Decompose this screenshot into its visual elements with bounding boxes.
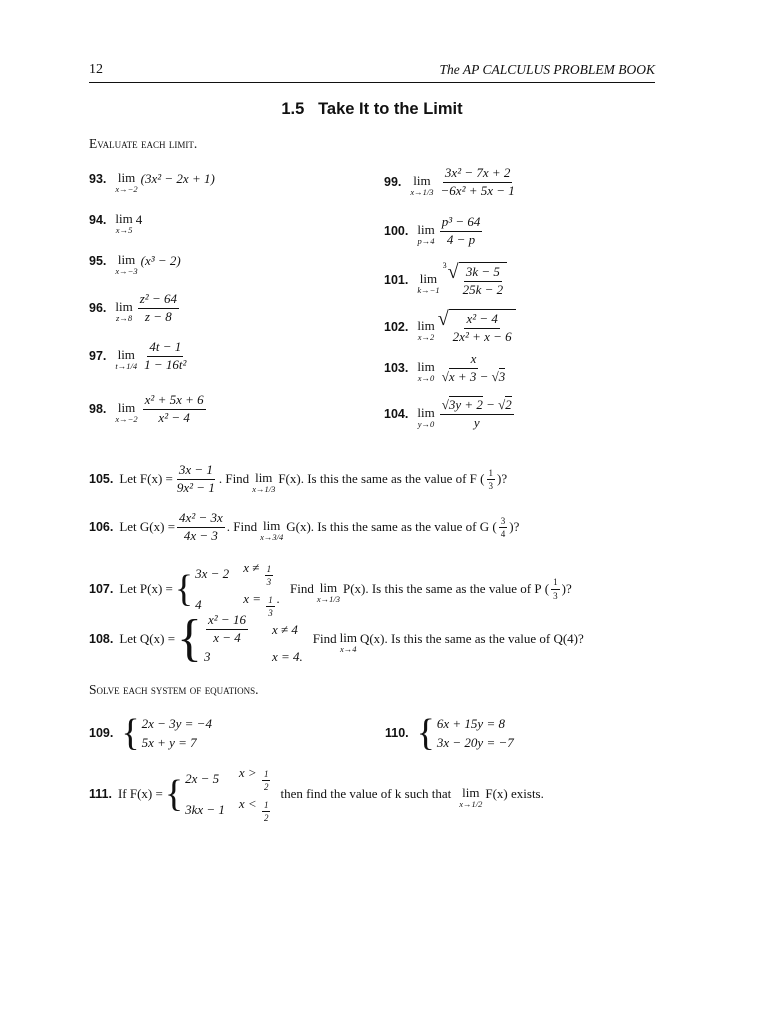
- case-2-condition: x = $\frac{1}{3}$ .: [243, 590, 280, 619]
- case-2-expr: 3kx − 1: [185, 801, 225, 817]
- fraction: [461, 265, 506, 298]
- problem-102: [384, 309, 516, 345]
- page-number: 12: [89, 62, 103, 77]
- numerator: 1: [262, 769, 271, 781]
- small-fraction: [487, 468, 496, 492]
- problem-103: [384, 352, 509, 385]
- lim-subscript: x→1/3: [316, 593, 340, 604]
- denominator: y: [473, 414, 480, 430]
- problem-number: 97.: [89, 349, 107, 364]
- lim-text: lim: [115, 211, 133, 226]
- problem-number: 107.: [89, 582, 114, 597]
- minus: −: [476, 368, 492, 384]
- denominator: x − 4: [213, 630, 241, 645]
- problem-99: [384, 166, 519, 199]
- case-1-condition: [239, 765, 273, 793]
- numerator: x² − 4: [464, 312, 499, 329]
- lim-subscript: x→1/3: [410, 187, 434, 198]
- text: Let F(x) =: [119, 471, 173, 487]
- fraction: [175, 463, 217, 496]
- lim-subscript: x→1/2: [459, 798, 483, 809]
- left-brace-icon: {: [174, 568, 194, 611]
- problem-107: 107. Let P(x) = { 3x − 2 x ≠ $\frac{1}{3}$ 4 x = $\frac{1}{3}$ . Find lim x→1/3 P(x). Is this the same as the value of P ( $\frac{1}{3}$ ) ?: [89, 560, 572, 619]
- problem-number: 101.: [384, 272, 409, 287]
- lim-text: lim: [115, 299, 133, 315]
- denominator: 4: [500, 528, 506, 539]
- left-brace-icon: {: [121, 712, 140, 754]
- case-1-condition: [243, 560, 280, 588]
- case-1-expr: 2x − 5: [185, 770, 220, 786]
- text: P(x). Is this the same as the value of P: [342, 581, 542, 597]
- problem-number: 98.: [89, 402, 107, 417]
- numerator: 1: [262, 800, 271, 812]
- denominator: z − 8: [144, 308, 172, 324]
- numerator: 1: [265, 564, 274, 576]
- limit-operator: [417, 272, 439, 295]
- expression: 4: [135, 212, 143, 228]
- fraction: [440, 215, 483, 248]
- piecewise-cases: [195, 560, 280, 618]
- fraction: [440, 398, 514, 431]
- numerator: 3x − 1: [177, 463, 215, 480]
- equation: 2x − 3y = −4: [141, 715, 212, 731]
- problem-number: 106.: [89, 520, 114, 535]
- lim-text: lim: [263, 518, 281, 534]
- lim-subscript: x→3/4: [260, 532, 284, 543]
- numerator: z² − 64: [138, 292, 179, 309]
- denominator: √x + 3 − √3: [441, 368, 506, 384]
- text: then find the value of k such that: [280, 786, 452, 802]
- case-2-condition: [239, 796, 273, 824]
- equation: 5x + y = 7: [141, 734, 197, 750]
- root-index: 3: [442, 261, 447, 270]
- lim-subscript: x→4: [340, 643, 357, 654]
- limit-operator: [252, 471, 275, 494]
- lim-subscript: k→−1: [417, 284, 440, 295]
- problem-105: 105. Let F(x) = $\frac{3x - 1}{\text{9x² − 1}}$ . Find lim x→1/3 F(x). Is this the same as the value of F ( $\frac{1}{3}$ ) ?: [89, 462, 508, 495]
- problem-104: [384, 398, 516, 431]
- limit-operator: [115, 300, 132, 323]
- denominator: 3: [268, 608, 273, 619]
- radicand: 3y + 2: [448, 397, 483, 412]
- expression: (3x² − 2x + 1): [140, 171, 215, 187]
- radicand: 3: [498, 368, 506, 384]
- numerator: 3k − 5: [464, 265, 502, 282]
- denominator: 25k − 2: [462, 281, 504, 297]
- small-fraction: [551, 577, 560, 601]
- lim-subscript: p→4: [417, 236, 435, 247]
- limit-operator: [417, 319, 434, 342]
- text: Find: [289, 581, 314, 597]
- limit-operator: [115, 348, 137, 371]
- equation-system: [142, 716, 212, 751]
- text: Let G(x) =: [119, 519, 176, 535]
- lim-text: lim: [413, 173, 431, 189]
- problem-number: 108.: [89, 632, 114, 646]
- numerator: 4x² − 3x: [177, 511, 225, 528]
- problem-number: 103.: [384, 361, 409, 376]
- problem-94: [89, 209, 143, 235]
- running-header: The AP CALCULUS PROBLEM BOOK: [439, 62, 655, 77]
- lim-text: lim: [319, 579, 338, 595]
- problem-number: 96.: [89, 301, 107, 316]
- fraction: [440, 352, 508, 385]
- lim-subscript: x→2: [417, 331, 435, 342]
- text: G(x). Is this the same as the value of G: [286, 519, 490, 535]
- lim-subscript: x→0: [417, 373, 435, 384]
- lim-text: lim: [417, 405, 435, 421]
- limit-operator: [115, 212, 132, 235]
- denominator: 3: [553, 590, 558, 601]
- denominator: 2: [263, 813, 269, 824]
- limit-operator: [260, 519, 283, 542]
- case-2-expr: 3: [204, 648, 211, 664]
- lim-text: lim: [417, 317, 435, 333]
- lim-text: lim: [255, 470, 273, 486]
- limit-operator: [115, 171, 137, 194]
- problem-96: [89, 292, 181, 325]
- lim-text: lim: [419, 270, 438, 286]
- denominator: 4 − p: [446, 231, 476, 247]
- problem-111: [89, 765, 544, 823]
- section-title: 1.5 Take It to the Limit: [281, 100, 463, 118]
- equation-system: [437, 716, 514, 751]
- condition-text: x <: [238, 795, 257, 811]
- lim-subscript: x→−2: [115, 414, 138, 425]
- problem-number: 99.: [384, 175, 402, 190]
- text: . Find: [218, 471, 250, 487]
- header-rule: [89, 82, 655, 83]
- problem-number: 104.: [384, 407, 409, 422]
- lim-text: lim: [117, 170, 136, 185]
- text: ?: [565, 581, 572, 597]
- denominator: 3: [266, 577, 272, 588]
- equation: 6x + 15y = 8: [436, 715, 505, 731]
- radical-sign-icon: √: [447, 261, 459, 283]
- problem-97: [89, 340, 190, 373]
- case-1-condition: x ≠ 4: [271, 621, 298, 637]
- left-brace-icon: {: [177, 610, 203, 667]
- condition-text: x =: [243, 590, 261, 606]
- lim-text: lim: [462, 784, 480, 800]
- fraction: [439, 166, 517, 199]
- left-brace-icon: {: [164, 773, 184, 816]
- numerator: 3x² − 7x + 2: [443, 166, 512, 183]
- problem-100: [384, 215, 484, 248]
- denominator: 2: [263, 782, 269, 793]
- case-2-expr: 4: [195, 596, 202, 612]
- denominator: x² − 4: [158, 409, 190, 425]
- problem-98: [89, 393, 208, 426]
- numerator: x: [469, 352, 479, 369]
- lim-text: lim: [117, 252, 136, 267]
- piecewise-cases: [185, 765, 272, 823]
- fraction: [143, 393, 206, 426]
- numerator: 1: [266, 595, 275, 607]
- numerator: 1: [487, 468, 496, 480]
- square-root: [438, 309, 516, 345]
- instruction-solve: Solve each system of equations.: [89, 682, 259, 697]
- minus: −: [482, 397, 499, 412]
- lim-subscript: x→−2: [115, 184, 138, 194]
- radical-sign-icon: √: [437, 308, 449, 330]
- denominator: 9x² − 1: [176, 479, 215, 495]
- limit-operator: [340, 631, 357, 654]
- numerator: 1: [551, 577, 560, 589]
- expression: (x³ − 2): [140, 253, 181, 269]
- problem-number: 111.: [89, 787, 112, 802]
- problem-number: 109.: [89, 726, 114, 740]
- text: If F(x) =: [117, 786, 163, 802]
- limit-operator: [317, 581, 340, 604]
- radicand: 2: [505, 397, 512, 412]
- problem-number: 100.: [384, 224, 409, 239]
- left-brace-icon: {: [416, 712, 435, 754]
- problem-95: [89, 250, 181, 276]
- small-fraction: [499, 516, 508, 540]
- fraction: [142, 340, 188, 373]
- text: Let Q(x) =: [119, 631, 176, 646]
- numerator: x² − 16: [206, 613, 248, 630]
- instruction-evaluate: Evaluate each limit.: [89, 136, 198, 151]
- lim-subscript: x→1/3: [252, 484, 276, 495]
- limit-operator: [410, 174, 433, 197]
- text: Find: [312, 631, 337, 646]
- lim-text: lim: [117, 400, 136, 416]
- problem-93: [89, 168, 215, 194]
- lim-text: lim: [339, 629, 357, 645]
- problem-number: 110.: [385, 726, 409, 740]
- cube-root: [443, 262, 508, 298]
- limit-operator: [459, 786, 482, 809]
- problem-110: [385, 714, 514, 752]
- numerator: x² + 5x + 6: [143, 393, 206, 410]
- denominator: 3: [488, 480, 493, 491]
- lim-text: lim: [417, 222, 435, 238]
- denominator: 4x − 3: [183, 527, 218, 543]
- case-1-expr: 3x − 2: [195, 565, 230, 581]
- denominator: 2x² + x − 6: [452, 328, 512, 344]
- limit-operator: [417, 406, 434, 429]
- text: ?: [513, 519, 520, 535]
- text: F(x) exists.: [485, 786, 544, 802]
- lim-subscript: t→1/4: [115, 361, 138, 372]
- small-fraction: [265, 564, 274, 588]
- numerator: 3: [499, 516, 508, 528]
- lim-text: lim: [417, 359, 435, 375]
- equation: 3x − 20y = −7: [436, 734, 514, 750]
- limit-operator: [115, 253, 137, 276]
- lim-subscript: y→0: [417, 419, 435, 430]
- numerator: √3y + 2 − √2: [440, 398, 514, 415]
- problem-number: 94.: [89, 213, 107, 228]
- numerator: p³ − 64: [440, 215, 483, 232]
- limit-operator: [417, 360, 434, 383]
- piecewise-cases: [204, 613, 303, 665]
- problem-number: 93.: [89, 172, 107, 187]
- text: . Find: [226, 519, 258, 535]
- small-fraction: [262, 800, 271, 824]
- denominator: −6x² + 5x − 1: [440, 182, 515, 198]
- lim-subscript: x→−3: [115, 266, 138, 276]
- fraction: [451, 312, 514, 345]
- text: Q(x). Is this the same as the value of Q(4)?: [359, 631, 584, 646]
- text: ?: [501, 471, 508, 487]
- small-fraction: [262, 769, 271, 793]
- limit-operator: [417, 223, 434, 246]
- case-2-condition: x = 4.: [271, 648, 303, 664]
- radicand: x + 3: [448, 368, 477, 384]
- fraction: [177, 511, 225, 544]
- problem-109: [89, 714, 212, 752]
- fraction: [138, 292, 179, 325]
- limit-operator: [115, 401, 137, 424]
- lim-text: lim: [117, 347, 135, 363]
- lim-subscript: z→8: [116, 313, 133, 324]
- text: F(x). Is this the same as the value of F: [278, 471, 477, 487]
- problem-number: 105.: [89, 472, 114, 487]
- numerator: 4t − 1: [147, 340, 183, 357]
- fraction: [206, 613, 248, 646]
- problem-106: 106. Let G(x) = $\frac{\text{4x² − 3x}}{4x - 3}$ . Find lim x→3/4 G(x). Is this the same as the value of G ( $\frac{3}{4}$ ) ?: [89, 510, 520, 543]
- problem-number: 102.: [384, 319, 409, 334]
- problem-101: [384, 262, 507, 298]
- lim-subscript: x→5: [115, 225, 133, 235]
- denominator: 1 − 16t²: [144, 356, 187, 372]
- condition-text: x ≠: [243, 560, 260, 575]
- problem-number: 95.: [89, 254, 107, 269]
- condition-text: x >: [238, 765, 257, 780]
- text: Let P(x) =: [119, 581, 173, 597]
- problem-108: [89, 610, 584, 667]
